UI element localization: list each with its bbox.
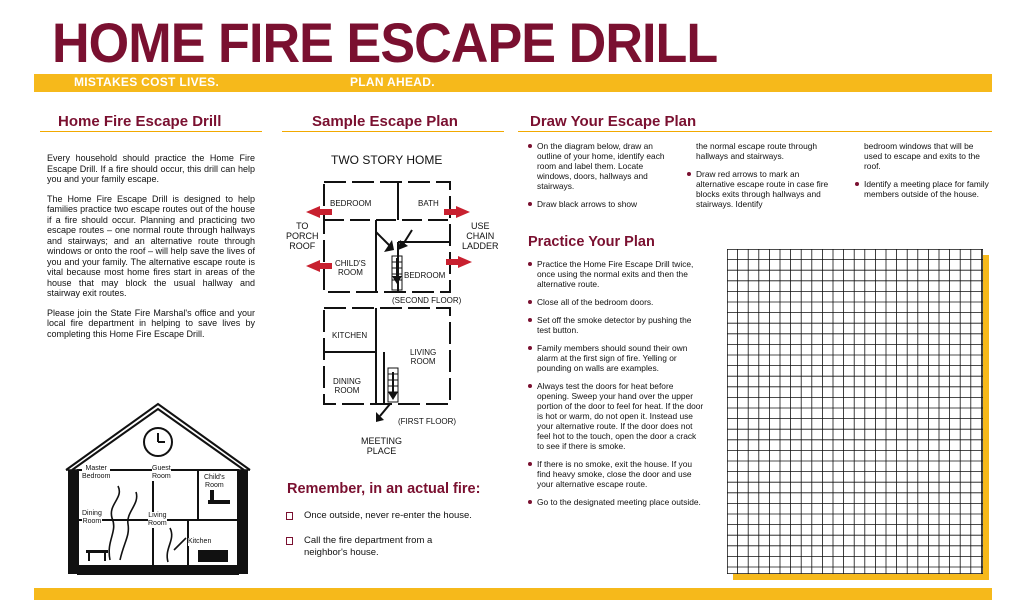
plan-label-bath: BATH <box>418 199 439 208</box>
plan-label-bedroom-2: BEDROOM <box>404 271 446 280</box>
plan-label-second-floor: (SECOND FLOOR) <box>392 296 462 305</box>
tagline-right: PLAN AHEAD. <box>350 75 435 89</box>
practice-item-6: If there is no smoke, exit the house. If you find heavy smoke, close the door and use your alternative escape route. <box>527 459 705 489</box>
col3-title: Draw Your Escape Plan <box>530 113 697 130</box>
draw-item-3: Draw red arrows to mark an alternative escape route in case fire blocks exits through hallways and stairways. Identify <box>686 169 832 209</box>
draw-item-2-continued: the normal escape route through hallways and stairways. <box>696 141 818 161</box>
plan-title: TWO STORY HOME <box>331 153 443 167</box>
draw-item-4: Identify a meeting place for family members outside of the house. <box>854 179 990 199</box>
practice-item-2: Close all of the bedroom doors. <box>527 297 705 307</box>
plan-label-first-floor: (FIRST FLOOR) <box>398 417 457 426</box>
draw-item-3-continued: bedroom windows that will be used to escape and exits to the roof. <box>864 141 980 171</box>
plan-label-living-room: LIVING ROOM <box>410 348 437 366</box>
checkbox-square-icon <box>286 537 293 545</box>
plan-label-kitchen: KITCHEN <box>332 331 368 340</box>
page-title: HOME FIRE ESCAPE DRILL <box>52 11 718 74</box>
col1-paragraph-1: Every household should practice the Home Fire Escape Drill. If a fire should occur, this drill can help you and your family escape. <box>47 153 255 184</box>
plan-label-to-porch-roof: TO PORCH ROOF <box>286 221 319 251</box>
draw-list-a <box>527 141 667 217</box>
house-label-childs-room: Child's Room <box>204 474 225 489</box>
practice-title: Practice Your Plan <box>528 234 655 250</box>
col1-rule <box>40 131 262 132</box>
draw-list-c <box>854 141 990 207</box>
draw-item-1: On the diagram below, draw an outline of your home, identify each room and label them. Locate windows, doors, hallways and stairways. <box>527 141 667 191</box>
col2-title: Sample Escape Plan <box>312 113 458 130</box>
remember-item-1: Once outside, never re-enter the house. <box>286 510 496 522</box>
plan-label-bedroom: BEDROOM <box>330 199 372 208</box>
house-label-guest-room: Guest Room <box>152 465 171 480</box>
bottom-band <box>34 588 992 600</box>
remember-item-2: Call the fire department from a neighbor's house. <box>286 535 476 559</box>
tagline-left: MISTAKES COST LIVES. <box>74 75 220 89</box>
house-label-living-room: Living Room <box>148 512 167 527</box>
plan-label-use-chain-ladder: USE CHAIN LADDER <box>462 221 499 251</box>
tagline-band <box>34 74 992 92</box>
col1-paragraph-3: Please join the State Fire Marshal's office and your local fire department in helping to save lives by completing this Home Fire Escape Drill. <box>47 307 255 339</box>
remember-title: Remember, in an actual fire: <box>287 481 481 497</box>
practice-item-7: Go to the designated meeting place outside. <box>527 497 705 507</box>
practice-item-1: Practice the Home Fire Escape Drill twice, once using the normal exits and then the alternative route. <box>527 259 705 289</box>
practice-item-4: Family members should sound their own alarm at the first sign of fire. Yelling or pounding on walls are examples. <box>527 343 705 373</box>
checkbox-square-icon <box>286 512 293 520</box>
plan-label-childs-room: CHILD'S ROOM <box>335 259 366 277</box>
col1-paragraph-2: The Home Fire Escape Drill is designed to help families practice two escape routes out of the house if a fire should occur. Planning and practicing two escape routes – one normal route through hallways and stairways; and an alternative route through windows or onto the roof – will help save the lives of you and your family. The alternative escape route is vital because most home fires start in areas of the house that may block the usual hallway and stairway exit routes. <box>47 193 255 298</box>
col3-rule <box>518 131 992 132</box>
draw-item-2: Draw black arrows to show <box>527 199 667 209</box>
house-illustration <box>58 400 258 578</box>
col1-title: Home Fire Escape Drill <box>58 113 222 130</box>
drawing-grid[interactable] <box>727 249 983 574</box>
col2-rule <box>282 131 504 132</box>
practice-item-5: Always test the doors for heat before opening. Sweep your hand over the upper portion of the door to feel for heat. If the door is hot or warm, do not open it. Instead use your alternative route. If the door does not feel hot to the touch, open the door a crack to see if there is smoke. <box>527 381 705 451</box>
plan-label-dining-room: DINING ROOM <box>333 377 361 395</box>
draw-list-b <box>686 141 832 217</box>
house-label-kitchen: Kitchen <box>188 538 212 545</box>
col1-body <box>47 153 255 348</box>
plan-label-meeting-place: MEETING PLACE <box>361 436 403 456</box>
practice-list <box>527 259 705 515</box>
house-label-dining-room: Dining Room <box>82 510 102 525</box>
floor-plan <box>280 172 500 422</box>
house-label-master-bedroom: Master Bedroom <box>82 465 111 480</box>
practice-item-3: Set off the smoke detector by pushing the test button. <box>527 315 705 335</box>
